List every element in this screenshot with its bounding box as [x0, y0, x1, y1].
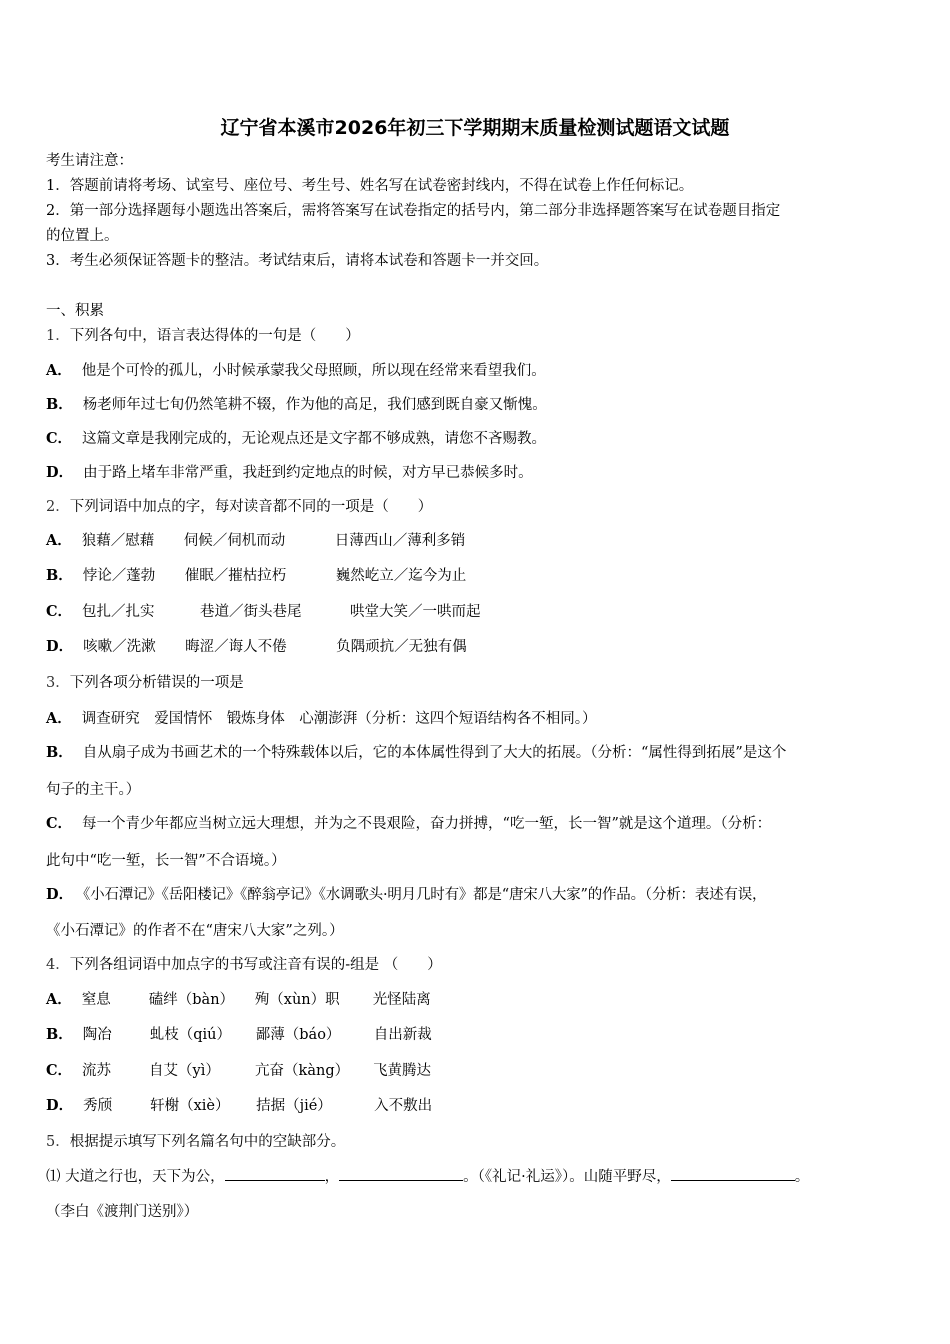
q1-option-a	[46, 362, 546, 380]
question-1-stem	[46, 327, 360, 345]
fill-text: ，	[324, 1169, 340, 1185]
word-pair: 狼藉／慰藉	[81, 533, 155, 549]
fill-text: 。（《礼记·礼运》）。山随平野尽，	[463, 1169, 671, 1185]
word: 拮据（jié）	[256, 1098, 332, 1114]
answer-blank[interactable]	[339, 1167, 463, 1181]
word-pair: 巍然屹立／迄今为止	[335, 568, 467, 584]
word-pair: 咳嗽／洗漱	[83, 639, 156, 655]
option-text: 《小石潭记》《岳阳楼记》《醉翁亭记》《水调歌头·明月几时有》都是“唐宋八大家”的作品。（分析：表述有误，	[83, 887, 767, 903]
option-text: 他是个可怜的孤儿，小时候承蒙我父母照顾，所以现在经常来看望我们。	[81, 363, 546, 379]
word: 光怪陆离	[372, 992, 431, 1008]
word: 殉（xùn）职	[254, 992, 340, 1008]
question-number: 4．	[46, 957, 70, 973]
option-label: D．	[46, 638, 74, 655]
q4-option-c	[46, 1062, 431, 1080]
word: 自出新裁	[373, 1027, 432, 1043]
option-label: D．	[46, 886, 74, 903]
q1-option-b	[46, 396, 547, 414]
option-text: 杨老师年过七旬仍然笔耕不辍，作为他的高足，我们感到既自豪又惭愧。	[82, 397, 547, 413]
question-text: 下列词语中加点的字，每对读音都不同的一项是（ ）	[69, 499, 433, 515]
word-pair: 悖论／蓬勃	[82, 568, 156, 584]
notice-heading: 考生请注意：	[46, 153, 133, 169]
option-label: B．	[46, 567, 73, 584]
option-label: B．	[46, 396, 73, 413]
question-number: 5．	[46, 1134, 70, 1150]
question-4-stem	[46, 956, 442, 974]
option-label: C．	[46, 815, 73, 832]
question-number: 3．	[46, 675, 70, 691]
q3-option-a	[46, 710, 597, 728]
word: 自艾（yì）	[149, 1063, 220, 1079]
word-pair: 伺候／伺机而动	[183, 533, 286, 549]
option-text: 自从扇子成为书画艺术的一个特殊载体以后，它的本体属性得到了大大的拓展。（分析：“属性得到拓展”是这个	[82, 745, 787, 761]
q2-option-b	[46, 567, 466, 585]
option-label: D．	[46, 464, 74, 481]
option-label: A．	[46, 991, 72, 1008]
notice-item-3: 3．考生必须保证答题卡的整洁。考试结束后，请将本试卷和答题卡一并交回。	[46, 253, 549, 269]
q2-option-c	[46, 603, 481, 621]
q3-option-b-cont: 句子的主干。）	[46, 782, 141, 798]
q4-option-d	[46, 1097, 432, 1115]
word: 秀颀	[83, 1098, 113, 1114]
question-text: 下列各项分析错误的一项是	[69, 675, 244, 691]
word: 轩榭（xiè）	[150, 1098, 230, 1114]
word: 磕绊（bàn）	[148, 992, 235, 1008]
q2-option-a	[46, 532, 465, 550]
section-heading: 一、积累	[46, 303, 104, 319]
q3-option-b	[46, 744, 786, 762]
question-number: 2．	[46, 499, 70, 515]
q3-option-c-cont: 此句中“吃一堑，长一智”不合语境。）	[46, 853, 286, 869]
option-label: A．	[46, 710, 72, 727]
question-5-stem	[46, 1133, 345, 1151]
option-text: 这篇文章是我刚完成的，无论观点还是文字都不够成熟，请您不吝赐教。	[82, 431, 547, 447]
word: 陶冶	[82, 1027, 112, 1043]
answer-blank[interactable]	[225, 1167, 325, 1181]
word-pair: 日薄西山／薄利多销	[334, 533, 466, 549]
word-pair: 包扎／扎实	[82, 604, 155, 620]
option-text: 由于路上堵车非常严重，我赶到约定地点的时候，对方早已恭候多时。	[83, 465, 533, 481]
option-label: C．	[46, 603, 73, 620]
q3-option-d-cont: 《小石潭记》的作者不在“唐宋八大家”之列。）	[46, 923, 344, 939]
word: 亢奋（kàng）	[255, 1063, 350, 1079]
word: 飞黄腾达	[373, 1063, 432, 1079]
q5-fill-line	[46, 1167, 809, 1186]
word: 鄙薄（báo）	[255, 1027, 341, 1043]
question-number: 1．	[46, 328, 70, 344]
q3-option-c	[46, 815, 771, 833]
word-pair: 巷道／街头巷尾	[200, 604, 302, 620]
question-2-stem	[46, 498, 432, 516]
question-text: 下列各句中，语言表达得体的一句是（ ）	[69, 328, 360, 344]
q2-option-d	[46, 638, 467, 656]
option-label: A．	[46, 532, 72, 549]
option-label: D．	[46, 1097, 74, 1114]
fill-text: 。	[794, 1169, 810, 1185]
word-pair: 负隅顽抗／无独有偶	[336, 639, 467, 655]
option-label: C．	[46, 430, 73, 447]
q1-option-c	[46, 430, 546, 448]
word: 虬枝（qiú）	[149, 1027, 232, 1043]
fill-text: ⑴ 大道之行也，天下为公，	[46, 1169, 225, 1185]
question-3-stem	[46, 674, 244, 692]
notice-item-1: 1．答题前请将考场、试室号、座位号、考生号、姓名写在试卷密封线内，不得在试卷上作任何标记。	[46, 178, 694, 194]
word-pair: 晦涩／诲人不倦	[185, 639, 287, 655]
option-text: 每一个青少年都应当树立远大理想，并为之不畏艰险，奋力拼搏，“吃一堑，长一智”就是这个道理。（分析：	[82, 816, 772, 832]
q5-source: （李白《渡荆门送别》）	[46, 1204, 199, 1220]
word: 流苏	[82, 1063, 112, 1079]
word-pair: 哄堂大笑／一哄而起	[350, 604, 481, 620]
question-text: 下列各组词语中加点字的书写或注音有误的-组是 （ ）	[69, 957, 442, 973]
option-label: B．	[46, 1026, 73, 1043]
q1-option-d	[46, 464, 533, 482]
question-text: 根据提示填写下列名篇名句中的空缺部分。	[69, 1134, 346, 1150]
page-title: 辽宁省本溪市2026年初三下学期期末质量检测试题语文试题	[220, 117, 730, 139]
option-label: C．	[46, 1062, 73, 1079]
word: 入不敷出	[374, 1098, 433, 1114]
word-pair: 催眠／摧枯拉朽	[184, 568, 287, 584]
notice-item-2-cont: 的位置上。	[46, 228, 119, 244]
notice-item-2: 2．第一部分选择题每小题选出答案后，需将答案写在试卷指定的括号内，第二部分非选择题答案写在试卷题目指定	[46, 203, 781, 219]
option-label: B．	[46, 744, 73, 761]
option-label: A．	[46, 362, 72, 379]
q4-option-a	[46, 991, 431, 1009]
word: 窒息	[81, 992, 111, 1008]
option-text: 调查研究 爱国情怀 锻炼身体 心潮澎湃（分析：这四个短语结构各不相同。）	[81, 711, 597, 727]
q3-option-d	[46, 886, 766, 904]
q4-option-b	[46, 1026, 432, 1044]
answer-blank[interactable]	[671, 1167, 795, 1181]
